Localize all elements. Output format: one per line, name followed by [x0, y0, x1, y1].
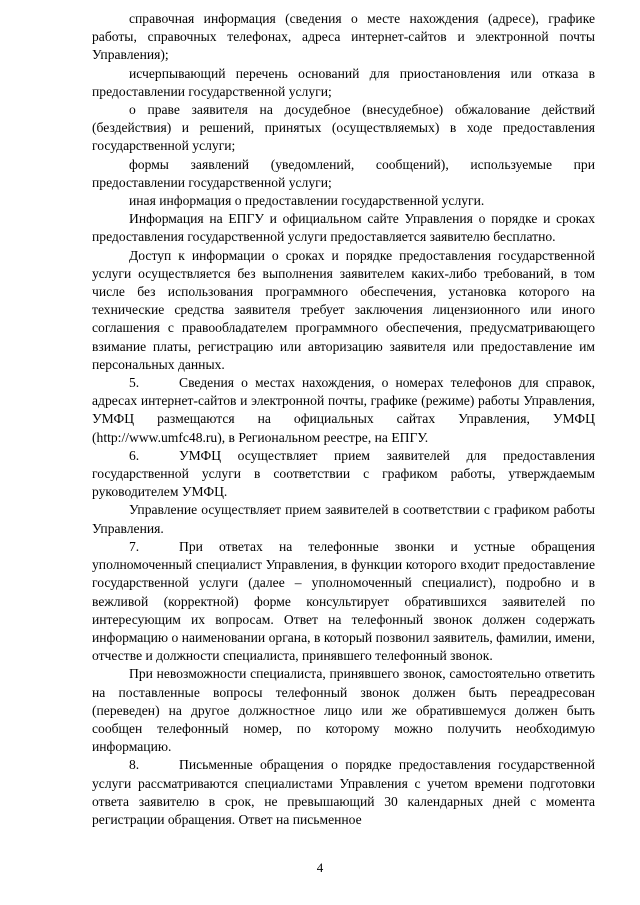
paragraph-text: иная информация о предоставлении государственной услуги. — [129, 193, 485, 209]
paragraph-text: Доступ к информации о сроках и порядке предоставления государственной услуги осуществляется без выполнения заявителем каких-либо требований, в том числе без использования программного обеспечения, установка которого на технические средства заявителя требует заключения лицензионного или иного соглашения с правообладателем программного обеспечения, предусматривающего взимание платы, регистрацию или авторизацию заявителя или предоставление им персональных данных. — [92, 247, 595, 372]
paragraph — [92, 210, 595, 246]
paragraph-text: Сведения о местах нахождения, о номерах телефонов для справок, адресах интернет-сайтов и электронной почты, графике (режиме) работы Управления, УМФЦ размещаются на официальных сайтах Управления, УМФЦ (http://www.umfc48.ru), в Региональном реестре, на ЕПГУ. — [92, 375, 595, 445]
paragraph — [92, 65, 595, 101]
paragraph — [92, 156, 595, 192]
paragraph-text: Управление осуществляет прием заявителей в соответствии с графиком работы Управления. — [92, 502, 595, 536]
paragraph — [92, 665, 595, 756]
paragraph-text: УМФЦ осуществляет прием заявителей для предоставления государственной услуги в соответствии с графиком работы, утверждаемым руководителем УМФЦ. — [92, 447, 595, 500]
numbered-paragraph — [92, 447, 595, 502]
paragraph-text: При ответах на телефонные звонки и устные обращения уполномоченный специалист Управления, в функции которого входит предоставление государственной услуги (далее – уполномоченный специалист), подробно и в вежливой (корректной) форме консультирует обратившихся заявителей по интересующим их вопросам. Ответ на телефонный звонок должен содержать информацию о наименовании органа, в который позвонил заявитель, фамилии, имени, отчестве и должности специалиста, принявшего телефонный звонок. — [92, 538, 595, 664]
numbered-paragraph — [92, 756, 595, 829]
paragraph-text: исчерпывающий перечень оснований для приостановления или отказа в предоставлении государственной услуги; — [92, 65, 595, 99]
paragraph-number: 7. — [129, 538, 140, 554]
paragraph — [92, 501, 595, 537]
paragraph-number: 5. — [129, 375, 140, 391]
paragraph-text: При невозможности специалиста, принявшего звонок, самостоятельно ответить на поставленные вопросы телефонный звонок должен быть переадресован (переведен) на другое должностное лицо или же обратившемуся должен быть сообщен телефонный номер, по которому можно получить необходимую информацию. — [92, 666, 595, 755]
page-number: 4 — [316, 860, 324, 875]
paragraph-number: 8. — [129, 757, 140, 773]
paragraph-text: о праве заявителя на досудебное (внесудебное) обжалование действий (бездействия) и решений, принятых (осуществляемых) в ходе предоставления государственной услуги; — [92, 102, 595, 154]
numbered-paragraph — [92, 374, 595, 447]
paragraph-text: справочная информация (сведения о месте нахождения (адресе), графике работы, справочных телефонах, адреса интернет-сайтов и электронной почты Управления); — [92, 11, 595, 63]
paragraph-text: Письменные обращения о порядке предоставления государственной услуги рассматриваются специалистами Управления с учетом времени подготовки ответа заявителю в срок, не превышающий 30 календарных дней с момента регистрации обращения. Ответ на письменное — [92, 757, 595, 827]
paragraph — [92, 247, 595, 374]
paragraph — [92, 101, 595, 156]
page-body — [92, 10, 595, 829]
paragraph — [92, 192, 595, 210]
paragraph-text: формы заявлений (уведомлений, сообщений), используемые при предоставлении государственной услуги; — [92, 156, 595, 190]
paragraph — [92, 10, 595, 65]
paragraph-text: Информация на ЕПГУ и официальном сайте Управления о порядке и сроках предоставления государственной услуги предоставляется заявителю бесплатно. — [92, 211, 595, 245]
numbered-paragraph — [92, 538, 595, 665]
paragraph-number: 6. — [129, 447, 140, 463]
